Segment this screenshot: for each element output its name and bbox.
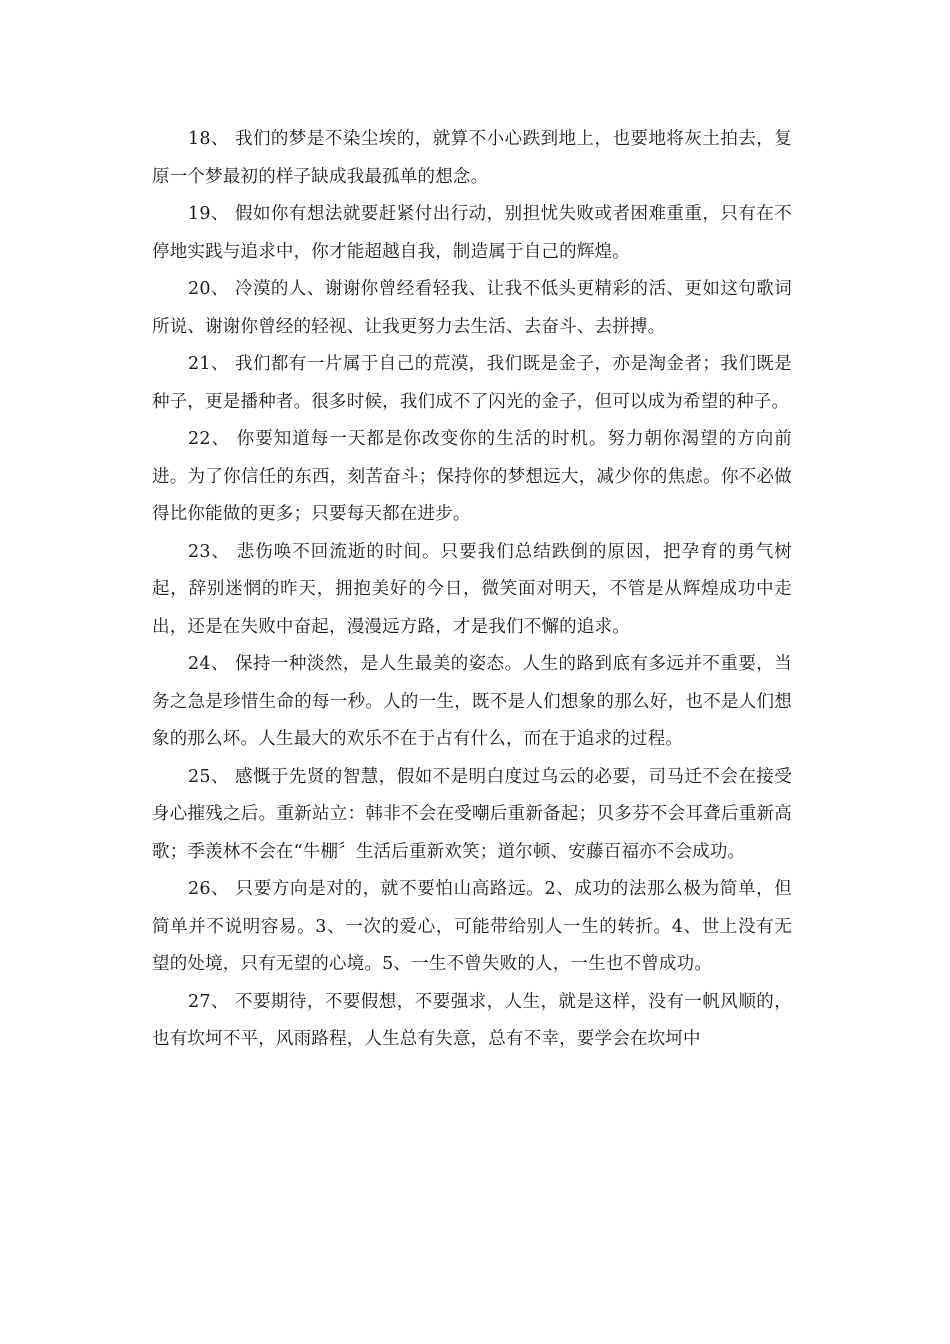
paragraph-24: 24、 保持一种淡然，是人生最美的姿态。人生的路到底有多远并不重要，当务之急是珍惜生命的每一秒。人的一生，既不是人们想象的那么好，也不是人们想象的那么坏。人生最大的欢乐不在于占有什么，而在于追求的过程。 xyxy=(152,654,792,749)
paragraph-22: 22、 你要知道每一天都是你改变你的生活的时机。努力朝你渴望的方向前进。为了你信任的东西，刻苦奋斗；保持你的梦想远大，减少你的焦虑。你不必做得比你能做的更多；只要每天都在进步。 xyxy=(152,429,792,524)
paragraph-21: 21、 我们都有一片属于自己的荒漠，我们既是金子，亦是淘金者；我们既是种子，更是播种者。很多时候，我们成不了闪光的金子，但可以成为希望的种子。 xyxy=(152,354,792,412)
document-body xyxy=(152,121,792,1059)
paragraph-18: 18、 我们的梦是不染尘埃的，就算不小心跌到地上，也要地将灰土拍去，复原一个梦最初的样子缺成我最孤单的想念。 xyxy=(152,129,792,187)
paragraph-26: 26、 只要方向是对的，就不要怕山高路远。2、成功的法那么极为简单，但简单并不说明容易。3、一次的爱心，可能带给别人一生的转折。4、世上没有无望的处境，只有无望的心境。5、一生不曾失败的人，一生也不曾成功。 xyxy=(152,879,792,974)
paragraph-19: 19、 假如你有想法就要赶紧付出行动，别担忧失败或者困难重重，只有在不停地实践与追求中，你才能超越自我，制造属于自己的辉煌。 xyxy=(152,204,792,262)
paragraph-23: 23、 悲伤唤不回流逝的时间。只要我们总结跌倒的原因，把孕育的勇气树起，辞别迷惘的昨天，拥抱美好的今日，微笑面对明天，不管是从辉煌成功中走出，还是在失败中奋起，漫漫远方路，才是我们不懈的追求。 xyxy=(152,541,792,637)
paragraph-25: 25、 感慨于先贤的智慧，假如不是明白度过乌云的必要，司马迁不会在接受身心摧残之后。重新站立：韩非不会在受嘲后重新备起；贝多芬不会耳聋后重新高歌；季羡林不会在“牛棚〞生活后重新欢笑；道尔顿、安藤百福亦不会成功。 xyxy=(152,766,792,862)
paragraph-20: 20、 冷漠的人、谢谢你曾经看轻我、让我不低头更精彩的活、更如这句歌词所说、谢谢你曾经的轻视、让我更努力去生活、去奋斗、去拼搏。 xyxy=(152,279,792,337)
paragraph-27: 27、 不要期待，不要假想，不要强求，人生，就是这样，没有一帆风顺的，也有坎坷不平，风雨路程，人生总有失意，总有不幸，要学会在坎坷中 xyxy=(152,991,792,1049)
